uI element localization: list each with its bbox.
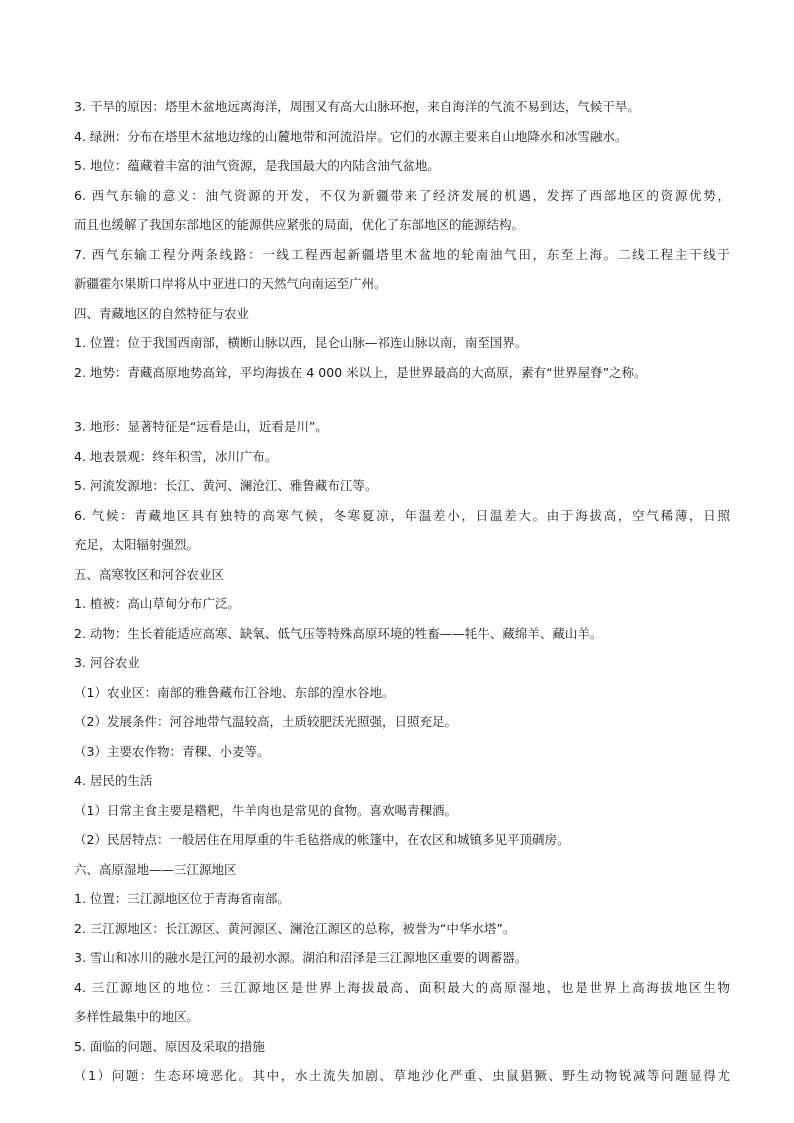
text-line: 1. 位置：位于我国西南部，横断山脉以西，昆仑山脉—祁连山脉以南，南至国界。 (74, 335, 528, 350)
text-line: 3. 雪山和冰川的融水是江河的最初水源。湖泊和沼泽是三江源地区重要的调蓄器。 (74, 950, 528, 965)
text-line: 4. 三江源地区的地位：三江源地区是世界上海拔最高、面积最大的高原湿地，也是世界上高海拔地区生物 (74, 979, 730, 995)
text-line: （3）主要农作物：青稞、小麦等。 (74, 743, 270, 759)
text-line: （2）民居特点：一般居住在用厚重的牛毛毡搭成的帐篷中，在农区和城镇多见平顶碉房。 (74, 832, 570, 847)
text-line: 3. 干旱的原因：塔里木盆地远离海洋，周围又有高大山脉环抱，来自海洋的气流不易到达，气候干旱。 (74, 99, 640, 114)
text-line: 新疆霍尔果斯口岸将从中亚进口的天然气向南运至广州。 (74, 276, 387, 291)
text-line: 3. 河谷农业 (74, 655, 140, 670)
text-line: 而且也缓解了我国东部地区的能源供应紧张的局面，优化了东部地区的能源结构。 (74, 217, 525, 232)
text-line: 充足，太阳辐射强烈。 (74, 537, 200, 552)
text-line: （1）问题：生态环境恶化。其中，水土流失加剧、草地沙化严重、虫鼠猖獗、野生动物锐减等问题显得尤 (74, 1068, 730, 1083)
text-line: 1. 位置：三江源地区位于青海省南部。 (74, 891, 290, 906)
text-line: 2. 三江源地区：长江源区、黄河源区、澜沧江源区的总称，被誉为“中华水塔”。 (74, 920, 516, 936)
text-line: 4. 居民的生活 (74, 773, 153, 788)
text-line: 多样性最集中的地区。 (74, 1009, 200, 1024)
paragraph-gap (74, 387, 730, 412)
text-line: 四、青藏地区的自然特征与农业 (74, 305, 250, 321)
text-line: 2. 动物：生长着能适应高寒、缺氧、低气压等特殊高原环境的牲畜——牦牛、藏绵羊、藏山羊。 (74, 625, 603, 641)
text-line: 2. 地势：青藏高原地势高耸，平均海拔在 4 000 米以上，是世界最高的大高原，素有“世界屋脊”之称。 (74, 364, 647, 380)
text-line: 五、高寒牧区和河谷农业区 (74, 566, 225, 582)
text-line: 6. 西气东输的意义：油气资源的开发，不仅为新疆带来了经济发展的机遇，发挥了西部地区的资源优势， (74, 187, 730, 203)
text-line: 六、高原湿地——三江源地区 (74, 861, 237, 877)
document-body (74, 92, 730, 1091)
text-line: （2）发展条件：河谷地带气温较高，土质较肥沃光照强，日照充足。 (74, 714, 457, 729)
text-line: 4. 绿洲：分布在塔里木盆地边缘的山麓地带和河流沿岸。它们的水源主要来自山地降水和冰雪融水。 (74, 128, 628, 144)
text-line: 5. 面临的问题、原因及采取的措施 (74, 1038, 265, 1054)
text-line: 7. 西气东输工程分两条线路：一线工程西起新疆塔里木盆地的轮南油气田，东至上海。二线工程主干线于 (74, 246, 730, 262)
text-line: （1）日常主食主要是糌粑，牛羊肉也是常见的食物。喜欢喝青稞酒。 (74, 802, 457, 818)
text-line: 3. 地形：显著特征是“远看是山，近看是川”。 (74, 419, 328, 434)
text-line: （1）农业区：南部的雅鲁藏布江谷地、东部的湟水谷地。 (74, 684, 395, 700)
text-line: 5. 地位：蕴藏着丰富的油气资源，是我国最大的内陆含油气盆地。 (74, 158, 440, 173)
text-line: 5. 河流发源地：长江、黄河、澜沧江、雅鲁藏布江等。 (74, 478, 378, 493)
text-line: 6. 气候：青藏地区具有独特的高寒气候，冬寒夏凉，年温差小，日温差大。由于海拔高，空气稀薄，日照 (74, 507, 730, 523)
text-line: 1. 植被：高山草甸分布广泛。 (74, 596, 240, 611)
text-line: 4. 地表景观：终年积雪，冰川广布。 (74, 448, 278, 464)
